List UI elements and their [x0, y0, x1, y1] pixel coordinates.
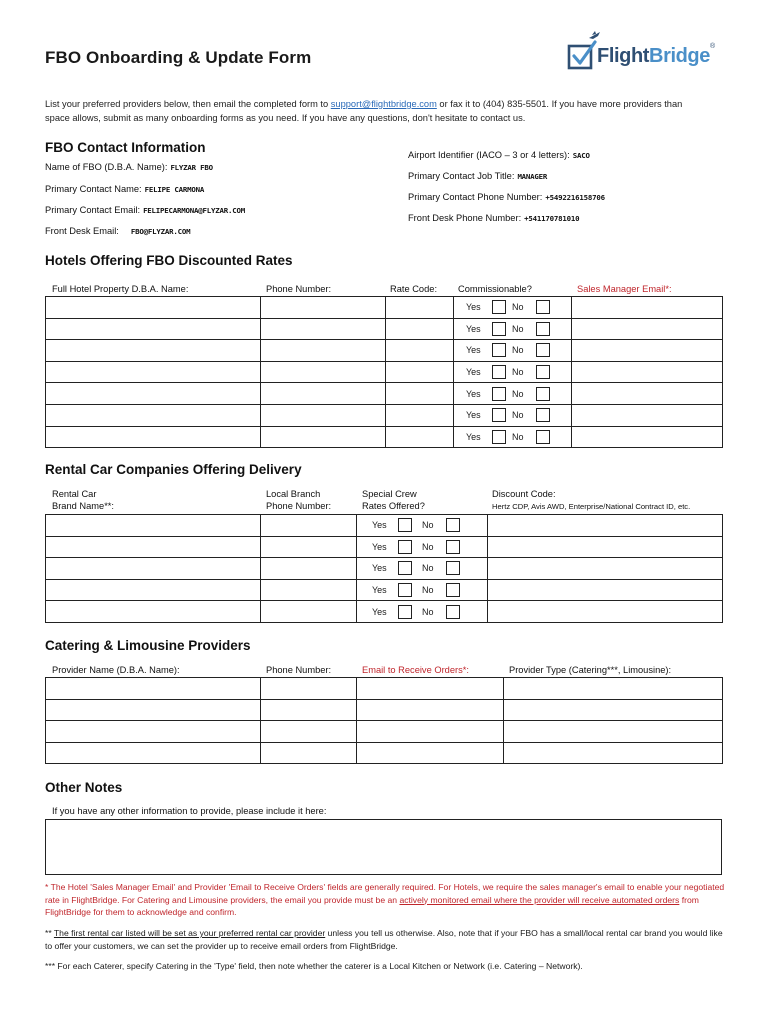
rental-col-discount: Discount Code: — [492, 489, 556, 499]
section-heading-catering: Catering & Limousine Providers — [45, 638, 251, 653]
rental-special-rates-no-label: No — [422, 585, 434, 596]
hotel-commissionable-yes-label: Yes — [466, 410, 481, 421]
hotel-commissionable-yes-checkbox[interactable] — [492, 430, 506, 444]
hotel-row — [46, 340, 723, 362]
rental-special-rates-no-label: No — [422, 563, 434, 574]
footnote-required-fields: * The Hotel 'Sales Manager Email' and Provider 'Email to Receive Orders' fields are generally required. For Hotels, we require the sales manager's email to enable your negotiated rate in FlightBridge. For Catering and Limousine providers, the email you provide must be an actively monitored email where the provider will receive automated orders from FlightBridge for them to acknowledge and confirm. — [45, 882, 725, 918]
hotel-row — [46, 426, 723, 448]
catering-type-cell[interactable] — [504, 699, 723, 721]
page-title: FBO Onboarding & Update Form — [45, 48, 312, 67]
catering-row — [46, 742, 723, 764]
hotel-commissionable-yes-label: Yes — [466, 323, 481, 334]
job-title-field: Primary Contact Job Title: MANAGER — [408, 171, 548, 181]
catering-email-cell[interactable] — [357, 678, 504, 700]
catering-email-cell[interactable] — [357, 742, 504, 764]
hotel-commissionable-cell — [454, 318, 572, 340]
rental-special-rates-yes-label: Yes — [372, 563, 387, 574]
section-heading-notes: Other Notes — [45, 780, 123, 795]
rental-phone-cell[interactable] — [261, 558, 357, 580]
hotel-col-name: Full Hotel Property D.B.A. Name: — [52, 284, 189, 294]
rental-discount-cell[interactable] — [488, 515, 723, 537]
catering-name-cell[interactable] — [46, 678, 261, 700]
airport-identifier-field: Airport Identifier (IACO – 3 or 4 letters): SACO — [408, 150, 590, 160]
rental-special-rates-yes-checkbox[interactable] — [398, 605, 412, 619]
hotel-commissionable-no-checkbox[interactable] — [536, 387, 550, 401]
hotel-commissionable-no-label: No — [512, 367, 524, 378]
hotel-commissionable-yes-label: Yes — [466, 431, 481, 442]
primary-contact-email-field: Primary Contact Email: FELIPECARMONA@FLYZAR.COM — [45, 205, 246, 215]
hotel-commissionable-yes-label: Yes — [466, 345, 481, 356]
rental-phone-cell[interactable] — [261, 601, 357, 623]
hotel-sales-email-cell[interactable] — [572, 297, 723, 319]
hotel-commissionable-no-checkbox[interactable] — [536, 430, 550, 444]
hotel-phone-cell[interactable] — [261, 318, 386, 340]
rental-special-rates-no-label: No — [422, 541, 434, 552]
rental-col-special: Special Crew Rates Offered? — [362, 489, 425, 511]
front-desk-email-field: Front Desk Email: FBO@FLYZAR.COM — [45, 226, 191, 236]
other-notes-textarea[interactable] — [45, 819, 722, 875]
catering-phone-cell[interactable] — [261, 699, 357, 721]
hotel-commissionable-yes-label: Yes — [466, 388, 481, 399]
rental-special-rates-yes-checkbox[interactable] — [398, 583, 412, 597]
hotel-sales-email-cell[interactable] — [572, 318, 723, 340]
catering-phone-cell[interactable] — [261, 742, 357, 764]
catering-col-name: Provider Name (D.B.A. Name): — [52, 665, 180, 675]
rental-special-rates-yes-label: Yes — [372, 541, 387, 552]
front-desk-email-value[interactable]: FBO@FLYZAR.COM — [130, 227, 191, 236]
rental-special-rates-yes-checkbox[interactable] — [398, 561, 412, 575]
rental-special-rates-cell — [357, 601, 488, 623]
hotel-col-commissionable: Commissionable? — [458, 284, 532, 294]
hotel-rate-cell[interactable] — [386, 318, 454, 340]
hotel-row — [46, 361, 723, 383]
rental-brand-cell[interactable] — [46, 579, 261, 601]
flightbridge-logo — [567, 30, 722, 76]
hotel-rate-cell[interactable] — [386, 383, 454, 405]
rental-special-rates-cell — [357, 579, 488, 601]
hotel-col-rate: Rate Code: — [390, 284, 438, 294]
footnote-rental-preferred: ** The first rental car listed will be set as your preferred rental car provider unless you tell us otherwise. Also, note that if your FBO has a small/local rental car brand you would like to offer your customers, we can set the provider up to receive email orders from FlightBridge. — [45, 928, 723, 951]
hotel-phone-cell[interactable] — [261, 297, 386, 319]
primary-phone-field: Primary Contact Phone Number: +5492216158706 — [408, 192, 605, 202]
rental-discount-cell[interactable] — [488, 579, 723, 601]
hotel-commissionable-no-checkbox[interactable] — [536, 365, 550, 379]
hotel-sales-email-cell[interactable] — [572, 361, 723, 383]
hotel-name-cell[interactable] — [46, 340, 261, 362]
hotel-commissionable-yes-checkbox[interactable] — [492, 387, 506, 401]
hotel-col-phone: Phone Number: — [266, 284, 332, 294]
hotel-phone-cell[interactable] — [261, 340, 386, 362]
hotel-commissionable-cell — [454, 404, 572, 426]
section-heading-rental: Rental Car Companies Offering Delivery — [45, 462, 302, 477]
rental-special-rates-cell — [357, 558, 488, 580]
rental-row — [46, 601, 723, 623]
support-email-link[interactable]: support@flightbridge.com — [330, 99, 437, 109]
hotel-phone-cell[interactable] — [261, 426, 386, 448]
front-desk-phone-value[interactable]: +541170781010 — [524, 214, 580, 223]
catering-phone-cell[interactable] — [261, 721, 357, 743]
rental-brand-cell[interactable] — [46, 515, 261, 537]
checkbox-plane-icon — [567, 30, 601, 74]
hotel-name-cell[interactable] — [46, 361, 261, 383]
notes-prompt: If you have any other information to provide, please include it here: — [52, 806, 327, 816]
hotel-commissionable-cell — [454, 383, 572, 405]
rental-special-rates-yes-label: Yes — [372, 585, 387, 596]
hotels-table — [45, 296, 723, 448]
rental-special-rates-no-checkbox[interactable] — [446, 540, 460, 554]
catering-email-cell[interactable] — [357, 721, 504, 743]
hotel-commissionable-no-label: No — [512, 302, 524, 313]
front-desk-phone-field: Front Desk Phone Number: +541170781010 — [408, 213, 580, 223]
footnote-caterer-type: *** For each Caterer, specify Catering in the 'Type' field, then note whether the caterer is a Local Kitchen or Network (i.e. Catering – Network). — [45, 961, 583, 971]
rental-col-brand: Rental Car Brand Name**: — [52, 489, 115, 511]
job-title-value[interactable]: MANAGER — [517, 172, 548, 181]
catering-name-cell[interactable] — [46, 699, 261, 721]
rental-row — [46, 515, 723, 537]
hotel-commissionable-yes-label: Yes — [466, 367, 481, 378]
hotel-rate-cell[interactable] — [386, 297, 454, 319]
hotel-rate-cell[interactable] — [386, 361, 454, 383]
rental-special-rates-no-label: No — [422, 520, 434, 531]
rental-phone-cell[interactable] — [261, 579, 357, 601]
catering-col-type: Provider Type (Catering***, Limousine): — [509, 665, 672, 675]
primary-phone-value[interactable]: +5492216158706 — [545, 193, 605, 202]
primary-contact-name-value[interactable]: FELIPE CARMONA — [144, 185, 205, 194]
fbo-name-field: Name of FBO (D.B.A. Name): FLYZAR FBO — [45, 162, 213, 172]
airport-identifier-value[interactable]: SACO — [572, 151, 590, 160]
hotel-commissionable-cell — [454, 297, 572, 319]
fbo-name-value[interactable]: FLYZAR FBO — [170, 163, 213, 172]
hotel-sales-email-cell[interactable] — [572, 426, 723, 448]
hotel-commissionable-cell — [454, 361, 572, 383]
hotel-rate-cell[interactable] — [386, 340, 454, 362]
rental-row — [46, 579, 723, 601]
primary-contact-email-value[interactable]: FELIPECARMONA@FLYZAR.COM — [143, 206, 246, 215]
intro-paragraph: List your preferred providers below, then email the completed form to support@flightbridge.com or fax it to (404) 835-5501. If you have more providers than space allows, submit as many onboarding forms as you need. If you have any questions, don't hesitate to contact us. — [45, 99, 683, 123]
hotel-commissionable-no-checkbox[interactable] — [536, 408, 550, 422]
hotel-commissionable-yes-checkbox[interactable] — [492, 365, 506, 379]
hotel-commissionable-yes-checkbox[interactable] — [492, 300, 506, 314]
hotel-commissionable-no-label: No — [512, 431, 524, 442]
rental-brand-cell[interactable] — [46, 601, 261, 623]
hotel-rate-cell[interactable] — [386, 404, 454, 426]
rental-col-discount-hint: Hertz CDP, Avis AWD, Enterprise/National Contract ID, etc. — [492, 502, 691, 511]
catering-col-email: Email to Receive Orders*: — [362, 665, 469, 675]
catering-name-cell[interactable] — [46, 742, 261, 764]
catering-col-phone: Phone Number: — [266, 665, 332, 675]
section-heading-contact: FBO Contact Information — [45, 140, 206, 155]
hotel-row — [46, 383, 723, 405]
rental-brand-cell[interactable] — [46, 536, 261, 558]
hotel-name-cell[interactable] — [46, 383, 261, 405]
rental-special-rates-cell — [357, 515, 488, 537]
rental-special-rates-yes-checkbox[interactable] — [398, 540, 412, 554]
hotel-commissionable-yes-label: Yes — [466, 302, 481, 313]
catering-row — [46, 678, 723, 700]
catering-type-cell[interactable] — [504, 678, 723, 700]
rental-row — [46, 558, 723, 580]
hotel-row — [46, 297, 723, 319]
rental-special-rates-yes-label: Yes — [372, 606, 387, 617]
hotel-rate-cell[interactable] — [386, 426, 454, 448]
hotel-phone-cell[interactable] — [261, 404, 386, 426]
hotel-row — [46, 404, 723, 426]
hotel-commissionable-no-label: No — [512, 323, 524, 334]
catering-email-cell[interactable] — [357, 699, 504, 721]
rental-brand-cell[interactable] — [46, 558, 261, 580]
hotel-commissionable-no-checkbox[interactable] — [536, 343, 550, 357]
catering-row — [46, 699, 723, 721]
rental-special-rates-no-checkbox[interactable] — [446, 518, 460, 532]
rental-special-rates-no-checkbox[interactable] — [446, 583, 460, 597]
hotel-commissionable-no-checkbox[interactable] — [536, 300, 550, 314]
rental-discount-cell[interactable] — [488, 536, 723, 558]
hotel-commissionable-no-checkbox[interactable] — [536, 322, 550, 336]
section-heading-hotels: Hotels Offering FBO Discounted Rates — [45, 253, 293, 268]
hotel-phone-cell[interactable] — [261, 383, 386, 405]
hotel-commissionable-yes-checkbox[interactable] — [492, 322, 506, 336]
hotel-name-cell[interactable] — [46, 297, 261, 319]
hotel-phone-cell[interactable] — [261, 361, 386, 383]
registered-mark: ® — [710, 43, 716, 50]
hotel-commissionable-no-label: No — [512, 345, 524, 356]
logo-wordmark: FlightBridge — [597, 45, 710, 67]
rental-special-rates-no-label: No — [422, 606, 434, 617]
rental-phone-cell[interactable] — [261, 536, 357, 558]
hotel-name-cell[interactable] — [46, 318, 261, 340]
rental-special-rates-no-checkbox[interactable] — [446, 561, 460, 575]
hotel-sales-email-cell[interactable] — [572, 340, 723, 362]
rental-table — [45, 514, 723, 623]
hotel-commissionable-no-label: No — [512, 410, 524, 421]
catering-type-cell[interactable] — [504, 742, 723, 764]
rental-phone-cell[interactable] — [261, 515, 357, 537]
hotel-commissionable-yes-checkbox[interactable] — [492, 408, 506, 422]
rental-discount-cell[interactable] — [488, 601, 723, 623]
rental-special-rates-cell — [357, 536, 488, 558]
catering-phone-cell[interactable] — [261, 678, 357, 700]
hotel-name-cell[interactable] — [46, 404, 261, 426]
hotel-commissionable-cell — [454, 340, 572, 362]
hotel-sales-email-cell[interactable] — [572, 383, 723, 405]
hotel-sales-email-cell[interactable] — [572, 404, 723, 426]
hotel-row — [46, 318, 723, 340]
primary-contact-name-field: Primary Contact Name: FELIPE CARMONA — [45, 184, 205, 194]
rental-special-rates-no-checkbox[interactable] — [446, 605, 460, 619]
rental-special-rates-yes-checkbox[interactable] — [398, 518, 412, 532]
hotel-commissionable-no-label: No — [512, 388, 524, 399]
hotel-commissionable-yes-checkbox[interactable] — [492, 343, 506, 357]
hotel-commissionable-cell — [454, 426, 572, 448]
catering-table — [45, 677, 723, 764]
catering-row — [46, 721, 723, 743]
rental-row — [46, 536, 723, 558]
rental-discount-cell[interactable] — [488, 558, 723, 580]
rental-special-rates-yes-label: Yes — [372, 520, 387, 531]
catering-type-cell[interactable] — [504, 721, 723, 743]
hotel-col-sales-email: Sales Manager Email*: — [577, 284, 672, 294]
rental-col-phone: Local Branch Phone Number: — [266, 489, 332, 511]
hotel-name-cell[interactable] — [46, 426, 261, 448]
catering-name-cell[interactable] — [46, 721, 261, 743]
